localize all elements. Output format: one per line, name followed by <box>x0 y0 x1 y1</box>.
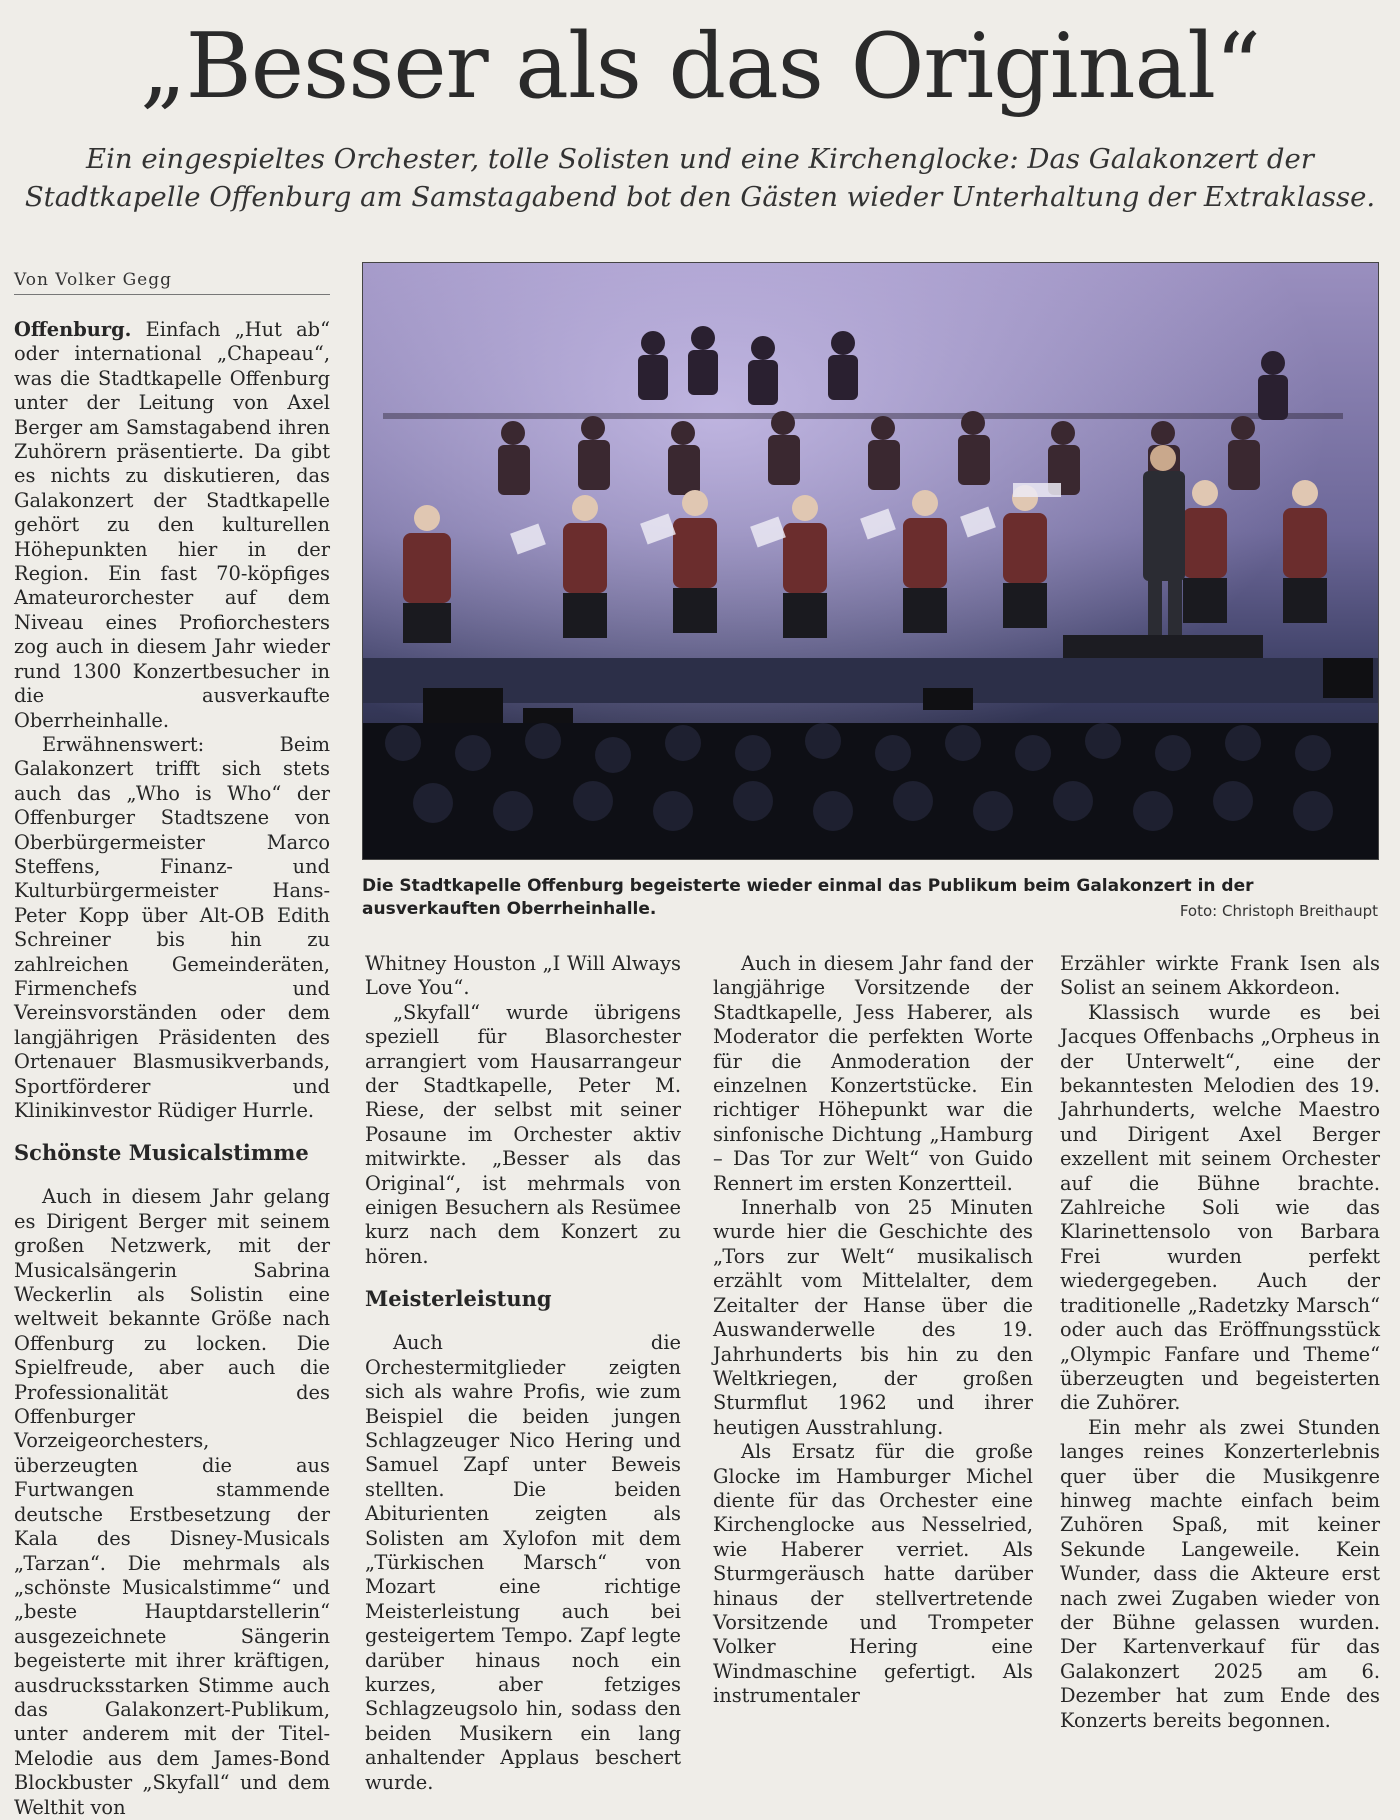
subheading-musicalstimme: Schönste Musicalstimme <box>14 1140 309 1166</box>
orchestra-stage-image <box>363 263 1378 859</box>
column-3 <box>713 952 1033 1709</box>
paragraph: Innerhalb von 25 Minuten wurde hier die Geschichte des „Tors zur Welt“ musikalisch erzählt vom Mittelalter, dem Zeitalter der Hanse über die Auswanderwelle des 19. Jahrhunderts bis hin zu den Weltkriegen, der großen Sturmflut 1962 und ihrer heutigen Ausstrahlung. <box>713 1196 1033 1439</box>
paragraph: Ein mehr als zwei Stunden langes reines Konzerterlebnis quer über die Musikgenre hinweg machte einfach beim Zuhören Spaß, mit keiner Sekunde Langeweile. Kein Wunder, dass die Akteure erst nach zwei Zugaben wieder von der Bühne gelassen wurden. Der Kartenverkauf für das Galakonzert 2025 am 6. Dezember hat zum Ende des Konzerts bereits begonnen. <box>1060 1415 1380 1732</box>
paragraph: Erzähler wirkte Frank Isen als Solist an seinem Akkordeon. <box>1060 952 1380 1000</box>
paragraph: „Skyfall“ wurde übrigens speziell für Blasorchester arrangiert vom Hausarrangeur der Stadtkapelle, Peter M. Riese, der selbst mit seiner Posaune im Orchester aktiv mitwirkte. „Besser als das Original“, ist mehrmals von einigen Besuchern als Resümee kurz nach dem Konzert zu hören. <box>365 1000 681 1268</box>
paragraph: Auch in diesem Jahr gelang es Dirigent Berger mit seinem großen Netzwerk, mit der Musicalsängerin Sabrina Weckerlin als Solistin eine weltweit bekannte Größe nach Offenburg zu locken. Die Spielfreude, aber auch die Professionalität des Offenburger Vorzeigeorchesters, überzeugten die aus Furtwangen stammende deutsche Erstbesetzung der Kala des Disney-Musicals „Tarzan“. Die mehrmals als „schönste Musicalstimme“ und „beste Hauptdarstellerin“ ausgezeichnete Sängerin begeisterte mit ihrer kräftigen, ausdrucksstarken Stimme auch das Galakonzert-Publikum, unter anderem mit der Titel-Melodie aus dem James-Bond Blockbuster „Skyfall“ und dem Welthit von <box>14 1185 330 1819</box>
paragraph: Offenburg. Einfach „Hut ab“ oder international „Chapeau“, was die Stadtkapelle Offenburg unter der Leitung von Axel Berger am Samstagabend ihren Zuhörern präsentierte. Da gibt es nichts zu diskutieren, das Galakonzert der Stadtkapelle gehört zu den kulturellen Höhepunkten hier in der Region. Ein fast 70-köpfiges Amateurorchester auf dem Niveau eines Profiorchesters zog auch in diesem Jahr wieder rund 1300 Konzertbesucher in die ausverkaufte Oberrheinhalle. <box>14 318 330 732</box>
subheading-meisterleistung: Meisterleistung <box>365 1286 552 1312</box>
photo-caption: Die Stadtkapelle Offenburg begeisterte wieder einmal das Publikum beim Galakonzert in der ausverkauften Oberrheinhalle. <box>362 876 1254 919</box>
paragraph: Als Ersatz für die große Glocke im Hamburger Michel diente für das Orchester eine Kirchenglocke aus Nesselried, wie Haberer verriet. Als Sturmgeräusch hatte darüber hinaus der stellvertretende Vorsitzende und Trompeter Volker Hering eine Windmaschine gefertigt. Als instrumentaler <box>713 1440 1033 1708</box>
photo-credit: Foto: Christoph Breithaupt <box>1179 902 1378 920</box>
concert-photo <box>362 262 1379 860</box>
column-2 <box>365 952 681 1795</box>
column-4 <box>1060 952 1380 1733</box>
headline: „Besser als das Original“ <box>140 14 1260 119</box>
paragraph: Whitney Houston „I Will Always Love You“. <box>365 952 681 1000</box>
subtitle: Ein eingespieltes Orchester, tolle Solisten und eine Kirchenglocke: Das Galakonzert der Stadtkapelle Offenburg am Samstagabend bot den Gästen wieder Unterhaltung der Extraklasse. <box>24 143 1376 213</box>
paragraph: Auch in diesem Jahr fand der langjährige Vorsitzende der Stadtkapelle, Jess Haberer, als Moderator die perfekten Worte für die Anmoderation der einzelnen Konzertstücke. Ein richtiger Höhepunkt war die sinfonische Dichtung „Hamburg – Das Tor zur Welt“ von Guido Rennert im ersten Konzertteil. <box>713 952 1033 1195</box>
column-1 <box>14 318 330 1820</box>
paragraph: Erwähnenswert: Beim Galakonzert trifft sich stets auch das „Who is Who“ der Offenburger Stadtszene von Oberbürgermeister Marco Steffens, Finanz- und Kulturbürgermeister Hans-Peter Kopp über Alt-OB Edith Schreiner bis hin zu zahlreichen Gemeinderäten, Firmenchefs und Vereinsvorständen oder dem langjährigen Präsidenten des Ortenauer Blasmusikverbands, Sportförderer und Klinikinvestor Rüdiger Hurrle. <box>14 732 330 1122</box>
paragraph: Auch die Orchestermitglieder zeigten sich als wahre Profis, wie zum Beispiel die beiden jungen Schlagzeuger Nico Hering und Samuel Zapf unter Beweis stellten. Die beiden Abiturienten zeigten als Solisten am Xylofon mit dem „Türkischen Marsch“ von Mozart eine richtige Meisterleistung auch bei gesteigertem Tempo. Zapf legte darüber hinaus noch ein kurzes, aber fetziges Schlagzeugsolo hin, sodass den beiden Musikern ein lang anhaltender Applaus beschert wurde. <box>365 1331 681 1794</box>
byline: Von Volker Gegg <box>14 270 330 295</box>
paragraph: Klassisch wurde es bei Jacques Offenbachs „Orpheus in der Unterwelt“, eine der bekanntesten Melodien des 19. Jahrhunderts, welche Maestro und Dirigent Axel Berger exzellent mit seinem Orchester auf die Bühne brachte. Zahlreiche Soli wie das Klarinettensolo von Barbara Frei wurden perfekt wiedergegeben. Auch der traditionelle „Radetzky Marsch“ oder auch das Eröffnungsstück „Olympic Fanfare und Theme“ überzeugten und begeisterten die Zuhörer. <box>1060 1000 1380 1415</box>
dateline: Offenburg. <box>14 318 132 341</box>
